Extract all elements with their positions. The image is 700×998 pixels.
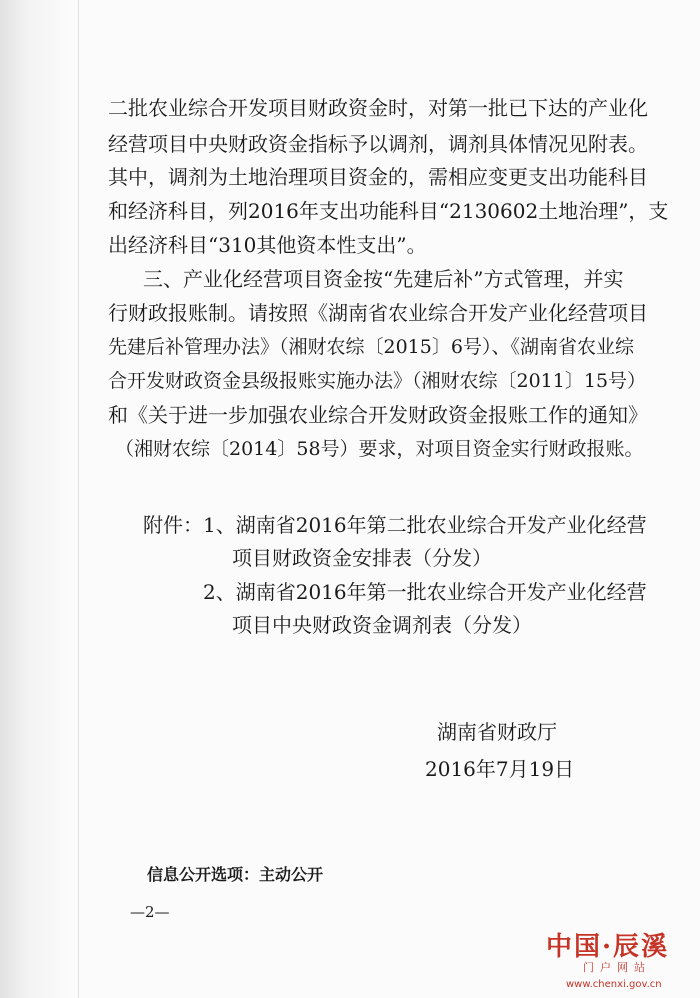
- body-line-6: 三、产业化经营项目资金按“先建后补”方式管理，并实: [143, 267, 624, 291]
- body-line-1: 二批农业综合开发项目财政资金时，对第一批已下达的产业化: [108, 96, 648, 120]
- watermark-logo-text: 中国·辰溪: [546, 932, 670, 962]
- body-line-7: 行财政报账制。请按照《湖南省农业综合开发产业化经营项目: [108, 301, 648, 325]
- page-number: —2—: [130, 903, 170, 921]
- body-line-4: 和经济科目，列2016年支出功能科目“2130602土地治理”，支: [108, 199, 669, 223]
- scan-edge-shadow: [0, 0, 70, 998]
- attachment-2-line-2: 项目中央财政资金调剂表（分发）: [232, 613, 532, 637]
- body-line-2: 经营项目中央财政资金指标予以调剂，调剂具体情况见附表。: [108, 132, 648, 156]
- body-line-9: 合开发财政资金县级报账实施办法》（湘财农综〔2011〕15号）: [108, 370, 647, 392]
- body-line-10: 和《关于进一步加强农业综合开发财政资金报账工作的通知》: [108, 403, 648, 427]
- attachment-1-line-2: 项目财政资金安排表（分发）: [232, 546, 492, 570]
- signature-date: 2016年7月19日: [425, 757, 575, 781]
- watermark-subtitle: 门户网站: [583, 961, 651, 974]
- attachment-label: 附件：: [143, 513, 203, 537]
- body-line-8: 先建后补管理办法》（湘财农综〔2015〕6号）、《湖南省农业综: [108, 336, 634, 358]
- attachment-2-line-1: 2、湖南省2016年第一批农业综合开发产业化经营: [203, 580, 647, 604]
- watermark-url: www.chenxi.gov.cn: [566, 979, 662, 990]
- body-line-5: 出经济科目“310其他资本性支出”。: [108, 233, 427, 257]
- info-disclosure-option: 信息公开选项：主动公开: [147, 865, 324, 884]
- body-line-3: 其中，调剂为土地治理项目资金的，需相应变更支出功能科目: [108, 165, 648, 189]
- signature-organization: 湖南省财政厅: [437, 720, 557, 744]
- scan-fold-line: [78, 0, 79, 998]
- attachment-1-line-1: 1、湖南省2016年第二批农业综合开发产业化经营: [203, 513, 647, 537]
- body-line-11: （湘财农综〔2014〕58号）要求，对项目资金实行财政报账。: [115, 438, 644, 460]
